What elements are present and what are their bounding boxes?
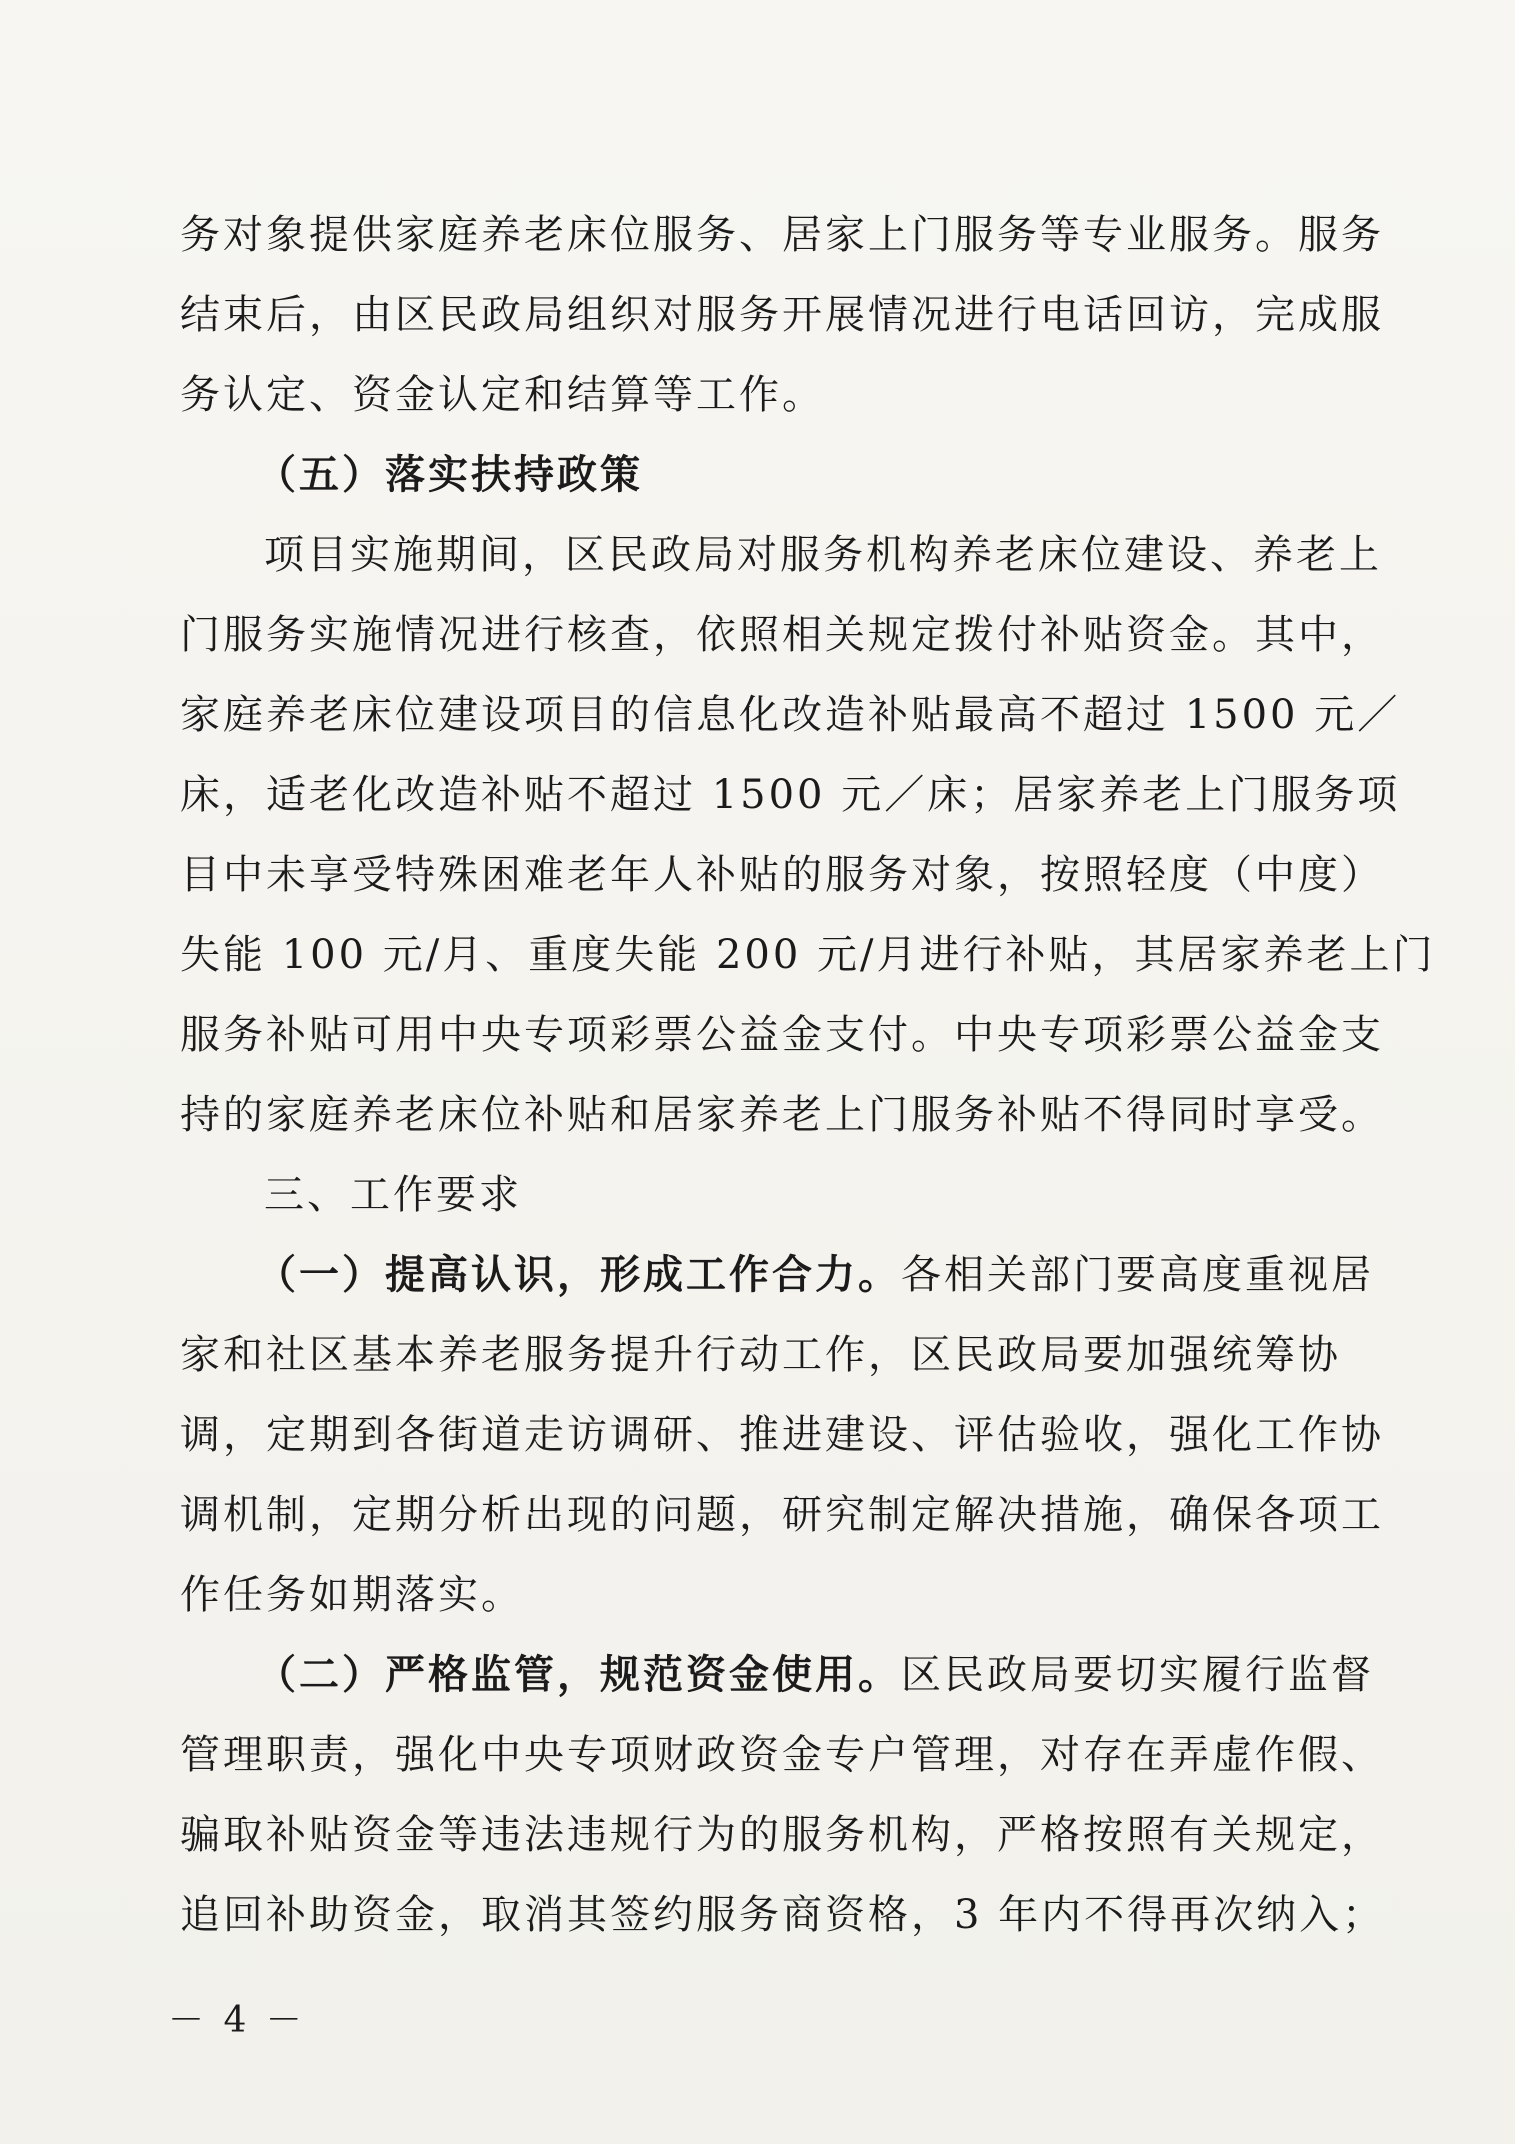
text-line-11: 服务补贴可用中央专项彩票公益金支付。中央专项彩票公益金支 [180,1012,1384,1058]
subheading-2: （二）严格监管，规范资金使用。 [256,1651,901,1698]
section-heading-3: 三、工作要求 [264,1172,522,1218]
text-line-3: 务认定、资金认定和结算等工作。 [180,372,825,418]
text-line-17: 调机制，定期分析出现的问题，研究制定解决措施，确保各项工 [180,1492,1384,1538]
text-line-7: 家庭养老床位建设项目的信息化改造补贴最高不超过 1500 元／ [180,692,1401,738]
text-line-18: 作任务如期落实。 [180,1572,524,1618]
text-line-1: 务对象提供家庭养老床位服务、居家上门服务等专业服务。服务 [180,212,1384,258]
text-line-8: 床，适老化改造补贴不超过 1500 元／床；居家养老上门服务项 [180,772,1401,818]
text-line-15: 家和社区基本养老服务提升行动工作，区民政局要加强统筹协 [180,1332,1341,1378]
text-line-19-rest: 区民政局要切实履行监督 [901,1652,1374,1698]
text-line-12: 持的家庭养老床位补贴和居家养老上门服务补贴不得同时享受。 [180,1092,1384,1138]
text-line-20: 管理职责，强化中央专项财政资金专户管理，对存在弄虚作假、 [180,1732,1384,1778]
text-line-9: 目中未享受特殊困难老年人补贴的服务对象，按照轻度（中度） [180,852,1384,898]
text-line-22: 追回补助资金，取消其签约服务商资格，3 年内不得再次纳入； [180,1892,1386,1938]
page-number: － 4 － [168,2000,306,2041]
text-line-14 [180,1235,1374,1315]
text-line-10: 失能 100 元/月、重度失能 200 元/月进行补贴，其居家养老上门 [180,932,1436,978]
text-line-2: 结束后，由区民政局组织对服务开展情况进行电话回访，完成服 [180,292,1384,338]
subheading-1: （一）提高认识，形成工作合力。 [256,1251,901,1298]
section-heading-5: （五）落实扶持政策 [256,451,643,498]
text-line-16: 调，定期到各街道走访调研、推进建设、评估验收，强化工作协 [180,1412,1384,1458]
text-line-19 [180,1635,1374,1715]
text-line-6: 门服务实施情况进行核查，依照相关规定拨付补贴资金。其中， [180,612,1384,658]
document-body [180,195,1436,1955]
text-line-14-rest: 各相关部门要高度重视居 [901,1252,1374,1298]
text-line-21: 骗取补贴资金等违法违规行为的服务机构，严格按照有关规定， [180,1812,1384,1858]
text-line-5: 项目实施期间，区民政局对服务机构养老床位建设、养老上 [264,532,1382,578]
